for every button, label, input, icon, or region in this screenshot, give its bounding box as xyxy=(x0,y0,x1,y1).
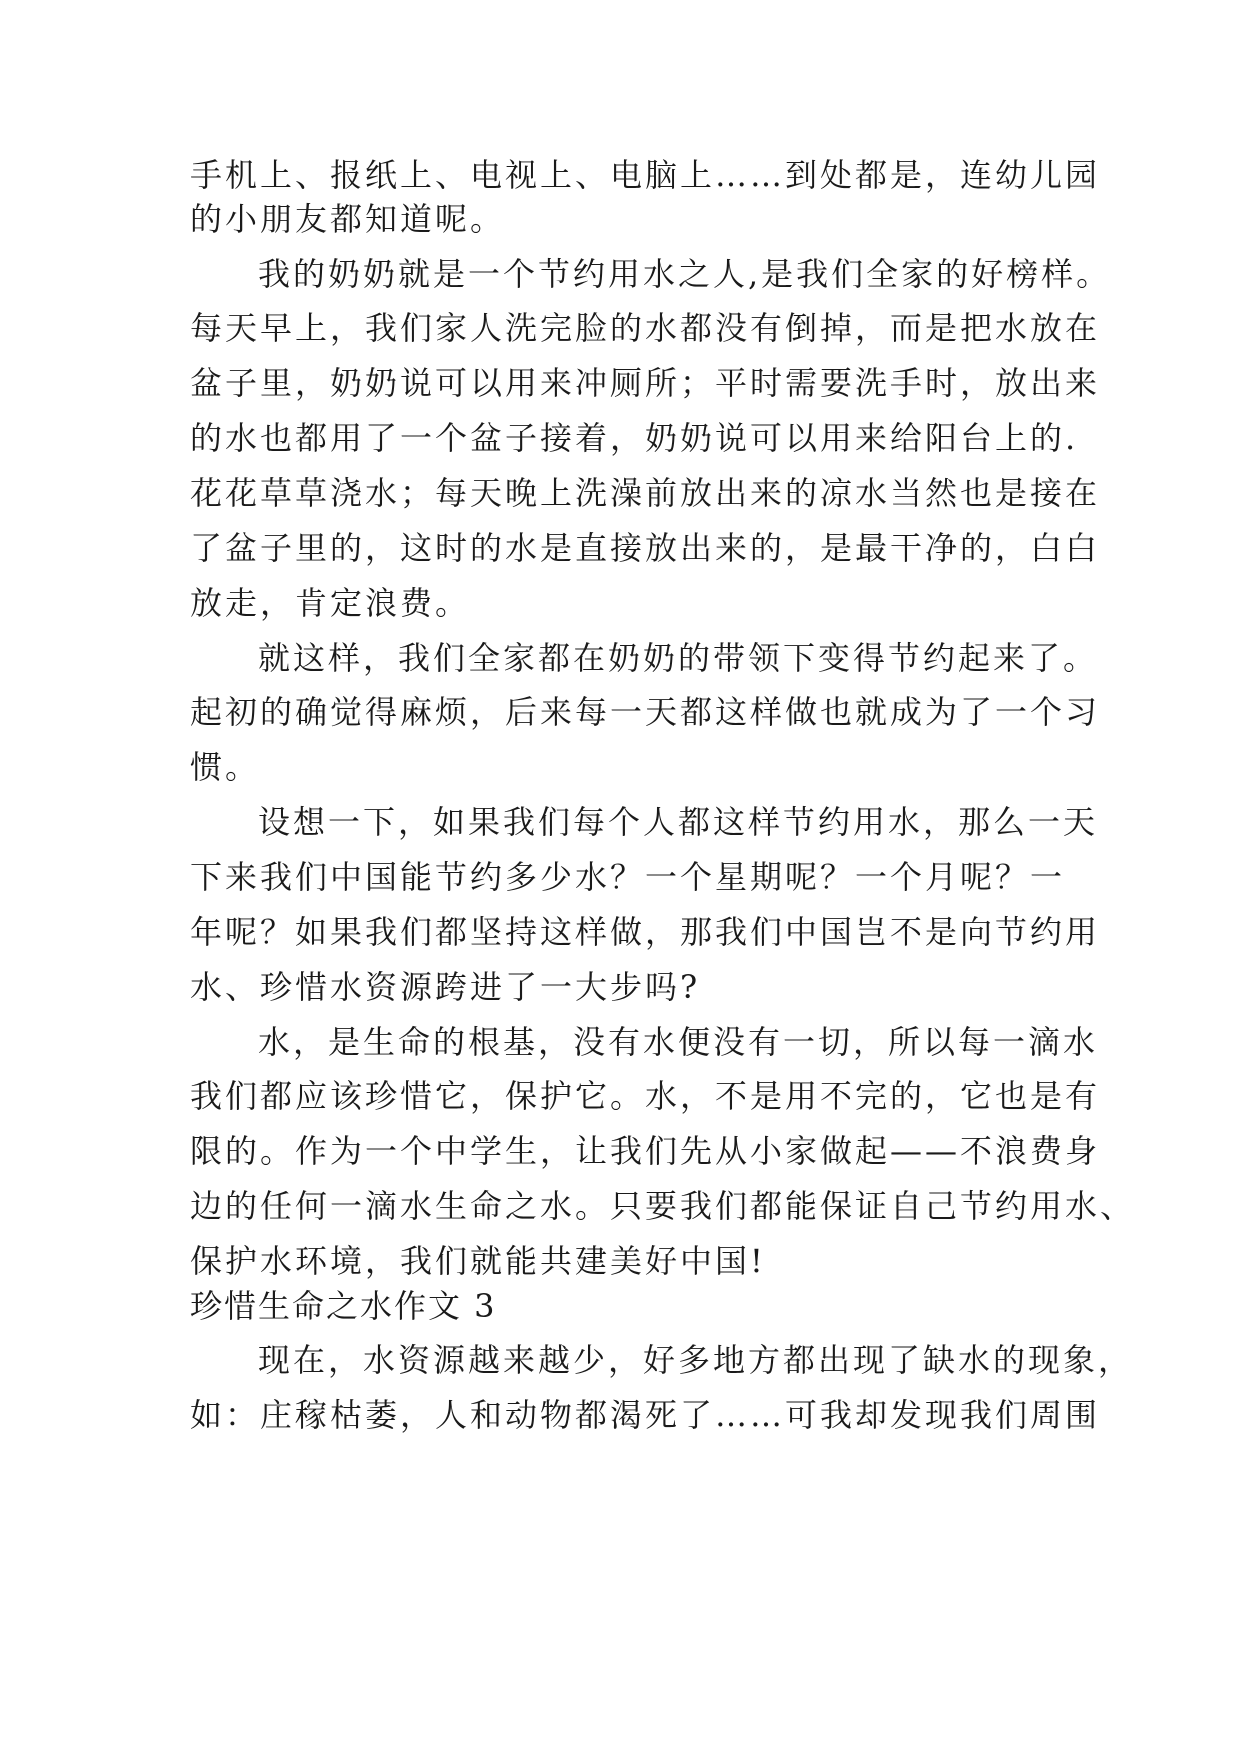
text-line: 的小朋友都知道呢。 xyxy=(190,200,506,238)
text-line: 保护水环境，我们就能共建美好中国! xyxy=(190,1242,766,1280)
paragraph-start-line: 我的奶奶就是一个节约用水之人,是我们全家的好榜样。 xyxy=(258,255,1112,293)
section-heading: 珍惜生命之水作文 3 xyxy=(190,1287,497,1325)
paragraph-start-line: 现在，水资源越来越少，好多地方都出现了缺水的现象， xyxy=(258,1341,1134,1379)
text-line: 了盆子里的，这时的水是直接放出来的，是最干净的，白白 xyxy=(190,529,1101,567)
text-line: 下来我们中国能节约多少水？一个星期呢？一个月呢？一 xyxy=(190,858,1066,896)
text-line: 盆子里，奶奶说可以用来冲厕所；平时需要洗手时，放出来 xyxy=(190,364,1101,402)
text-line: 限的。作为一个中学生，让我们先从小家做起——不浪费身 xyxy=(190,1132,1101,1170)
text-line: 惯。 xyxy=(190,748,261,786)
text-line: 花花草草浇水；每天晚上洗澡前放出来的凉水当然也是接在 xyxy=(190,474,1101,512)
text-line: 边的任何一滴水生命之水。只要我们都能保证自己节约用水、 xyxy=(190,1187,1136,1225)
text-line: 水、珍惜水资源跨进了一大步吗? xyxy=(190,968,701,1006)
text-line: 如：庄稼枯萎，人和动物都渴死了……可我却发现我们周围 xyxy=(190,1396,1101,1434)
paragraph-start-line: 水，是生命的根基，没有水便没有一切，所以每一滴水 xyxy=(258,1023,1099,1061)
text-line: 的水也都用了一个盆子接着，奶奶说可以用来给阳台上的. xyxy=(190,419,1079,457)
text-line: 我们都应该珍惜它，保护它。水，不是用不完的，它也是有 xyxy=(190,1077,1101,1115)
text-line: 每天早上，我们家人洗完脸的水都没有倒掉，而是把水放在 xyxy=(190,309,1101,347)
paragraph-start-line: 设想一下，如果我们每个人都这样节约用水，那么一天 xyxy=(258,803,1099,841)
text-line: 起初的确觉得麻烦，后来每一天都这样做也就成为了一个习 xyxy=(190,693,1101,731)
paragraph-start-line: 就这样，我们全家都在奶奶的带领下变得节约起来了。 xyxy=(258,639,1099,677)
text-line: 手机上、报纸上、电视上、电脑上……到处都是，连幼儿园 xyxy=(190,156,1101,194)
text-line: 年呢？如果我们都坚持这样做，那我们中国岂不是向节约用 xyxy=(190,913,1101,951)
text-line: 放走，肯定浪费。 xyxy=(190,584,471,622)
